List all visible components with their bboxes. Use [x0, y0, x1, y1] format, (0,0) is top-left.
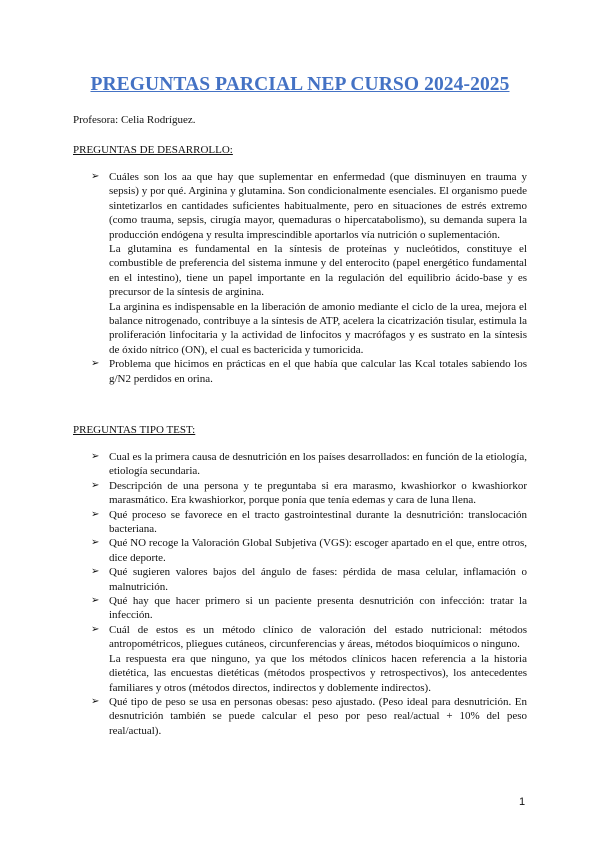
test-question-item [91, 536, 527, 565]
essay-question-item [91, 170, 527, 357]
arrow-bullet-icon: ➢ [91, 508, 100, 520]
test-question-list [91, 450, 527, 738]
test-question-item [91, 565, 527, 594]
question-paragraph: Qué NO recoge la Valoración Global Subjetiva (VGS): escoger apartado en el que, entre otros, dice deporte. [109, 537, 527, 564]
question-paragraph: Cuáles son los aa que hay que suplementar en enfermedad (que disminuyen en trauma y sepsis) y por qué. Arginina y glutamina. Son condicionalmente esenciales. El organismo puede sintetizarlos en cantidades suficientes habitualmente, pero en situaciones de estrés extremo (como trauma, sepsis, cirugía mayor, quemaduras o hipercatabolismo), su demanda supera la producción endógena y resulta imprescindible aportarlos vía nutrición o suplementación. [109, 171, 527, 241]
test-question-item [91, 623, 527, 695]
question-paragraph: La respuesta era que ninguno, ya que los métodos clínicos hacen referencia a la historia dietética, las encuestas dietéticas (métodos prospectivos y retrospectivos), los antecedentes familiares y otros (métodos directos, indirectos y doblemente indirectos). [109, 652, 527, 694]
essay-question-list [91, 170, 527, 386]
essay-question-item [91, 357, 527, 386]
question-paragraph: Qué sugieren valores bajos del ángulo de fases: pérdida de masa celular, inflamación o malnutrición. [109, 566, 527, 593]
test-question-item [91, 479, 527, 508]
arrow-bullet-icon: ➢ [91, 623, 100, 635]
arrow-bullet-icon: ➢ [91, 171, 100, 182]
test-question-item [91, 695, 527, 738]
test-section-heading: PREGUNTAS TIPO TEST: [73, 424, 196, 436]
question-paragraph: Qué proceso se favorece en el tracto gastrointestinal durante la desnutrición: translocación bacteriana. [109, 508, 527, 536]
arrow-bullet-icon: ➢ [91, 595, 100, 607]
question-paragraph: Problema que hicimos en prácticas en el que había que calcular las Kcal totales sabiendo los g/N2 perdidos en orina. [109, 358, 527, 385]
question-paragraph: La glutamina es fundamental en la síntesis de proteínas y nucleótidos, constituye el combustible de preferencia del sistema inmune y del enterocito (papel energético fundamental en el intestino), tiene un papel importante en la regulación del equilibrio ácido-base y es precursor de la síntesis de arginina. [109, 243, 527, 299]
arrow-bullet-icon: ➢ [91, 537, 100, 549]
question-paragraph: La arginina es indispensable en la liberación de amonio mediante el ciclo de la urea, mejora el balance nitrogenado, contribuye a la síntesis de ATP, acelera la cicatrización tisular, estimula la proliferación linfocitaria y la actividad de linfocitos y macrófagos y es sustrato en la síntesis de óxido nítrico (ON), el cual es bactericida y tumoricida. [109, 300, 528, 356]
question-paragraph: Descripción de una persona y te preguntaba si era marasmo, kwashiorkor o kwashiorkor marasmático. Era kwashiorkor, porque ponía que tenía edemas y cara de luna llena. [109, 479, 527, 507]
question-paragraph: Cual es la primera causa de desnutrición en los países desarrollados: en función de la etiología, etiología secundaria. [109, 451, 527, 478]
page-number: 1 [519, 796, 526, 808]
teacher-line: Profesora: Celia Rodríguez. [73, 114, 196, 126]
question-paragraph: Cuál de estos es un método clínico de valoración del estado nutricional: métodos antropométricos, pliegues cutáneos, circunferencias y áreas, métodos bioquímicos o ninguno. [109, 623, 527, 651]
question-paragraph: Qué hay que hacer primero si un paciente presenta desnutrición con infección: tratar la infección. [109, 595, 527, 622]
arrow-bullet-icon: ➢ [91, 358, 100, 370]
arrow-bullet-icon: ➢ [91, 695, 100, 707]
arrow-bullet-icon: ➢ [91, 451, 100, 462]
question-paragraph: Qué tipo de peso se usa en personas obesas: peso ajustado. (Peso ideal para desnutrición. En desnutrición también se puede calcular el peso por peso real/actual + 10% del peso real/actual). [109, 695, 527, 737]
test-question-item [91, 450, 527, 479]
arrow-bullet-icon: ➢ [91, 566, 100, 578]
essay-section-heading: PREGUNTAS DE DESARROLLO: [73, 144, 233, 156]
document-title: PREGUNTAS PARCIAL NEP CURSO 2024-2025 [90, 74, 510, 95]
test-question-item [91, 508, 527, 537]
arrow-bullet-icon: ➢ [91, 479, 100, 491]
test-question-item [91, 594, 527, 623]
